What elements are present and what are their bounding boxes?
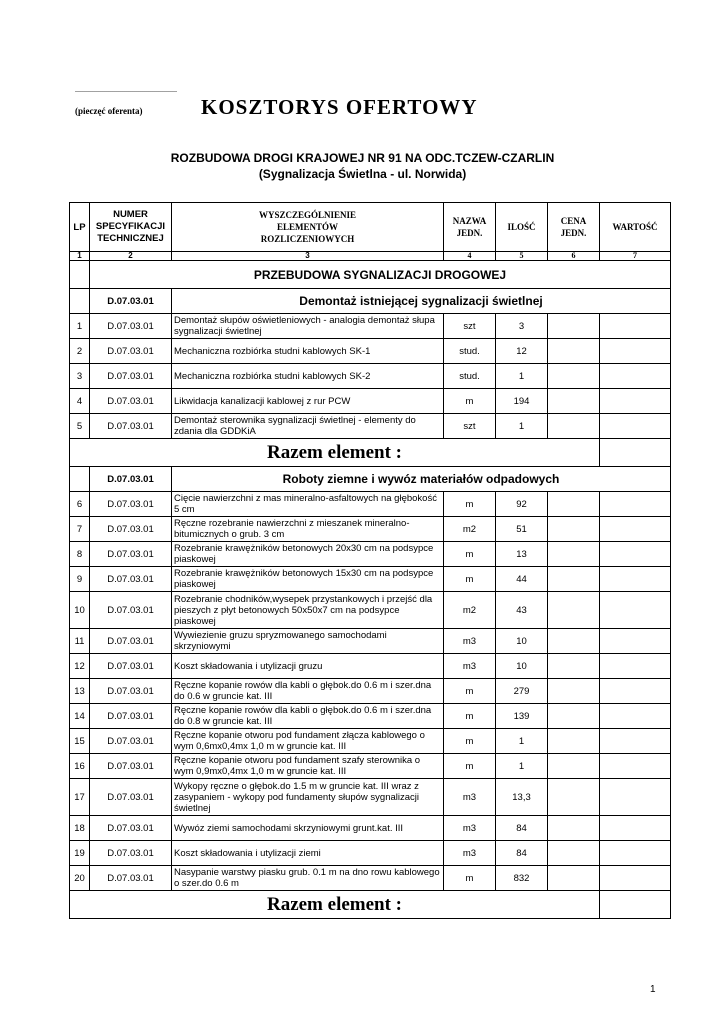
stamp-label: (pieczęć oferenta) [75,106,143,116]
table-row [70,729,671,754]
section-title: PRZEBUDOWA SYGNALIZACJI DROGOWEJ [90,261,671,289]
row-description: Ręczne kopanie rowów dla kabli o głębok.do 0.6 m i szer.dna do 0.6 w gruncie kat. III [172,679,444,704]
row-spec: D.07.03.01 [90,364,172,389]
subtotal-value [600,891,671,919]
row-unit-price [548,729,600,754]
row-lp: 18 [70,816,90,841]
row-lp: 13 [70,679,90,704]
row-quantity: 832 [496,866,548,891]
row-value [600,629,671,654]
row-unit: m2 [444,592,496,629]
row-description: Cięcie nawierzchni z mas mineralno-asfaltowych na głębokość 5 cm [172,492,444,517]
row-quantity: 3 [496,314,548,339]
row-description: Ręczne kopanie otworu pod fundament szafy sterownika o wym 0,9mx0,4mx 1,0 m w gruncie kat. III [172,754,444,779]
row-description: Ręczne kopanie otworu pod fundament złącza kablowego o wym 0,6mx0,4mx 1,0 m w gruncie kat. III [172,729,444,754]
row-unit-price [548,841,600,866]
table-row [70,314,671,339]
row-lp: 11 [70,629,90,654]
row-spec: D.07.03.01 [90,339,172,364]
row-value [600,729,671,754]
row-lp: 15 [70,729,90,754]
row-spec: D.07.03.01 [90,704,172,729]
col-header-description: WYSZCZEGÓLNIENIE ELEMENTÓW ROZLICZENIOWYCH [172,203,444,252]
table-row [70,592,671,629]
col-header-lp: LP [70,203,90,252]
row-spec: D.07.03.01 [90,841,172,866]
row-quantity: 139 [496,704,548,729]
row-unit-price [548,414,600,439]
col-number: 6 [548,252,600,261]
row-quantity: 43 [496,592,548,629]
row-spec: D.07.03.01 [90,754,172,779]
row-spec: D.07.03.01 [90,654,172,679]
row-value [600,779,671,816]
table-row [70,866,671,891]
subtotal-label: Razem element : [70,891,600,919]
row-description: Likwidacja kanalizacji kablowej z rur PCW [172,389,444,414]
row-lp: 16 [70,754,90,779]
row-lp: 8 [70,542,90,567]
row-lp: 17 [70,779,90,816]
col-number: 7 [600,252,671,261]
row-unit: m [444,729,496,754]
row-unit: m [444,866,496,891]
row-spec: D.07.03.01 [90,816,172,841]
row-description: Wykopy ręczne o głębok.do 1.5 m w gruncie kat. III wraz z zasypaniem - wykopy pod fundamenty słupów sygnalizacji świetlnej [172,779,444,816]
row-quantity: 84 [496,841,548,866]
row-description: Ręczne rozebranie nawierzchni z mieszanek mineralno-bitumicznych o grub. 3 cm [172,517,444,542]
signature-dots: ................................................... [75,85,177,94]
row-value [600,492,671,517]
row-description: Wywiezienie gruzu spryzmowanego samochodami skrzyniowymi [172,629,444,654]
row-spec: D.07.03.01 [90,866,172,891]
row-quantity: 13,3 [496,779,548,816]
row-lp: 20 [70,866,90,891]
row-value [600,414,671,439]
group-code: D.07.03.01 [90,467,172,492]
row-lp: 9 [70,567,90,592]
row-spec: D.07.03.01 [90,779,172,816]
cost-estimate-table [69,202,671,919]
row-quantity: 1 [496,414,548,439]
table-row [70,542,671,567]
table-row [70,654,671,679]
table-row [70,364,671,389]
col-number: 4 [444,252,496,261]
row-unit: stud. [444,339,496,364]
row-unit: m3 [444,816,496,841]
col-number: 1 [70,252,90,261]
table-row [70,629,671,654]
page-number: 1 [650,984,656,995]
row-quantity: 44 [496,567,548,592]
row-unit: m [444,754,496,779]
row-spec: D.07.03.01 [90,567,172,592]
table-row [70,389,671,414]
row-lp: 4 [70,389,90,414]
table-row [70,567,671,592]
row-description: Rozebranie chodników,wysepek przystankowych i przejść dla pieszych z płyt betonowych 50x50x7 cm na podsypce piaskowej [172,592,444,629]
page-title: KOSZTORYS OFERTOWY [201,95,478,119]
row-lp: 10 [70,592,90,629]
group-code: D.07.03.01 [90,289,172,314]
row-description: Mechaniczna rozbiórka studni kablowych SK-1 [172,339,444,364]
row-unit-price [548,389,600,414]
row-spec: D.07.03.01 [90,414,172,439]
section-row [70,261,671,289]
row-value [600,339,671,364]
row-value [600,841,671,866]
row-quantity: 10 [496,654,548,679]
row-unit: m [444,389,496,414]
row-description: Nasypanie warstwy piasku grub. 0.1 m na dno rowu kablowego o szer.do 0.6 m [172,866,444,891]
row-quantity: 92 [496,492,548,517]
row-value [600,816,671,841]
row-value [600,866,671,891]
row-unit-price [548,517,600,542]
col-number: 3 [172,252,444,261]
row-unit-price [548,314,600,339]
row-unit-price [548,542,600,567]
row-unit: m [444,679,496,704]
row-quantity: 10 [496,629,548,654]
row-unit-price [548,779,600,816]
row-quantity: 1 [496,729,548,754]
row-quantity: 279 [496,679,548,704]
row-lp: 5 [70,414,90,439]
row-description: Mechaniczna rozbiórka studni kablowych SK-2 [172,364,444,389]
table-row [70,679,671,704]
col-header-quantity: ILOŚĆ [496,203,548,252]
row-value [600,389,671,414]
row-description: Koszt składowania i utylizacji gruzu [172,654,444,679]
row-unit: m3 [444,779,496,816]
row-quantity: 1 [496,754,548,779]
table-row [70,816,671,841]
row-unit: m [444,542,496,567]
row-quantity: 51 [496,517,548,542]
group-row [70,467,671,492]
row-quantity: 12 [496,339,548,364]
row-lp: 14 [70,704,90,729]
row-lp: 12 [70,654,90,679]
row-spec: D.07.03.01 [90,629,172,654]
row-spec: D.07.03.01 [90,314,172,339]
row-value [600,517,671,542]
row-spec: D.07.03.01 [90,389,172,414]
table-row [70,779,671,816]
row-unit: m3 [444,629,496,654]
project-line-2: (Sygnalizacja Świetlna - ul. Norwida) [258,167,467,181]
row-value [600,314,671,339]
col-header-unit-price: CENA JEDN. [548,203,600,252]
group-row [70,289,671,314]
row-spec: D.07.03.01 [90,492,172,517]
table-row [70,754,671,779]
row-value [600,704,671,729]
row-unit-price [548,492,600,517]
row-unit: m [444,492,496,517]
row-spec: D.07.03.01 [90,679,172,704]
section-lp-cell [70,261,90,289]
project-heading [0,150,725,182]
row-lp: 19 [70,841,90,866]
row-spec: D.07.03.01 [90,592,172,629]
row-value [600,542,671,567]
row-quantity: 194 [496,389,548,414]
row-unit-price [548,629,600,654]
column-number-row [70,252,671,261]
row-value [600,679,671,704]
row-unit: m [444,567,496,592]
row-unit: m3 [444,841,496,866]
row-lp: 2 [70,339,90,364]
row-unit: szt [444,314,496,339]
subtotal-value [600,439,671,467]
row-value [600,592,671,629]
row-description: Demontaż sterownika sygnalizacji świetlnej - elementy do zdania dla GDDKiA [172,414,444,439]
table-row [70,841,671,866]
table-row [70,517,671,542]
row-unit-price [548,339,600,364]
row-quantity: 84 [496,816,548,841]
row-unit-price [548,592,600,629]
row-unit: m2 [444,517,496,542]
col-number: 2 [90,252,172,261]
col-number: 5 [496,252,548,261]
group-title: Roboty ziemne i wywóz materiałów odpadowych [172,467,671,492]
row-quantity: 1 [496,364,548,389]
row-lp: 3 [70,364,90,389]
group-lp-cell [70,289,90,314]
header-row [70,203,671,252]
row-value [600,654,671,679]
row-unit-price [548,654,600,679]
row-description: Koszt składowania i utylizacji ziemi [172,841,444,866]
row-lp: 1 [70,314,90,339]
row-description: Rozebranie krawężników betonowych 15x30 cm na podsypce piaskowej [172,567,444,592]
group-lp-cell [70,467,90,492]
row-unit: szt [444,414,496,439]
row-value [600,567,671,592]
row-lp: 6 [70,492,90,517]
subtotal-row [70,439,671,467]
row-spec: D.07.03.01 [90,517,172,542]
group-title: Demontaż istniejącej sygnalizacji świetlnej [172,289,671,314]
row-value [600,364,671,389]
row-description: Rozebranie krawężników betonowych 20x30 cm na podsypce piaskowej [172,542,444,567]
col-header-spec: NUMER SPECYFIKACJI TECHNICZNEJ [90,203,172,252]
table-row [70,414,671,439]
row-unit-price [548,679,600,704]
row-spec: D.07.03.01 [90,542,172,567]
row-unit-price [548,704,600,729]
table-row [70,704,671,729]
table-row [70,339,671,364]
row-unit-price [548,816,600,841]
subtotal-row [70,891,671,919]
row-unit-price [548,754,600,779]
row-description: Ręczne kopanie rowów dla kabli o głębok.do 0.6 m i szer.dna do 0.8 w gruncie kat. III [172,704,444,729]
row-unit-price [548,866,600,891]
row-unit-price [548,567,600,592]
row-description: Wywóz ziemi samochodami skrzyniowymi grunt.kat. III [172,816,444,841]
row-unit: m3 [444,654,496,679]
col-header-unit: NAZWA JEDN. [444,203,496,252]
subtotal-label: Razem element : [70,439,600,467]
row-lp: 7 [70,517,90,542]
row-description: Demontaż słupów oświetleniowych - analogia demontaż słupa sygnalizacji świetlnej [172,314,444,339]
row-quantity: 13 [496,542,548,567]
table-row [70,492,671,517]
row-spec: D.07.03.01 [90,729,172,754]
row-unit: stud. [444,364,496,389]
row-unit: m [444,704,496,729]
row-unit-price [548,364,600,389]
row-value [600,754,671,779]
col-header-value: WARTOŚĆ [600,203,671,252]
project-line-1: ROZBUDOWA DROGI KRAJOWEJ NR 91 NA ODC.TCZEW-CZARLIN [170,151,555,165]
